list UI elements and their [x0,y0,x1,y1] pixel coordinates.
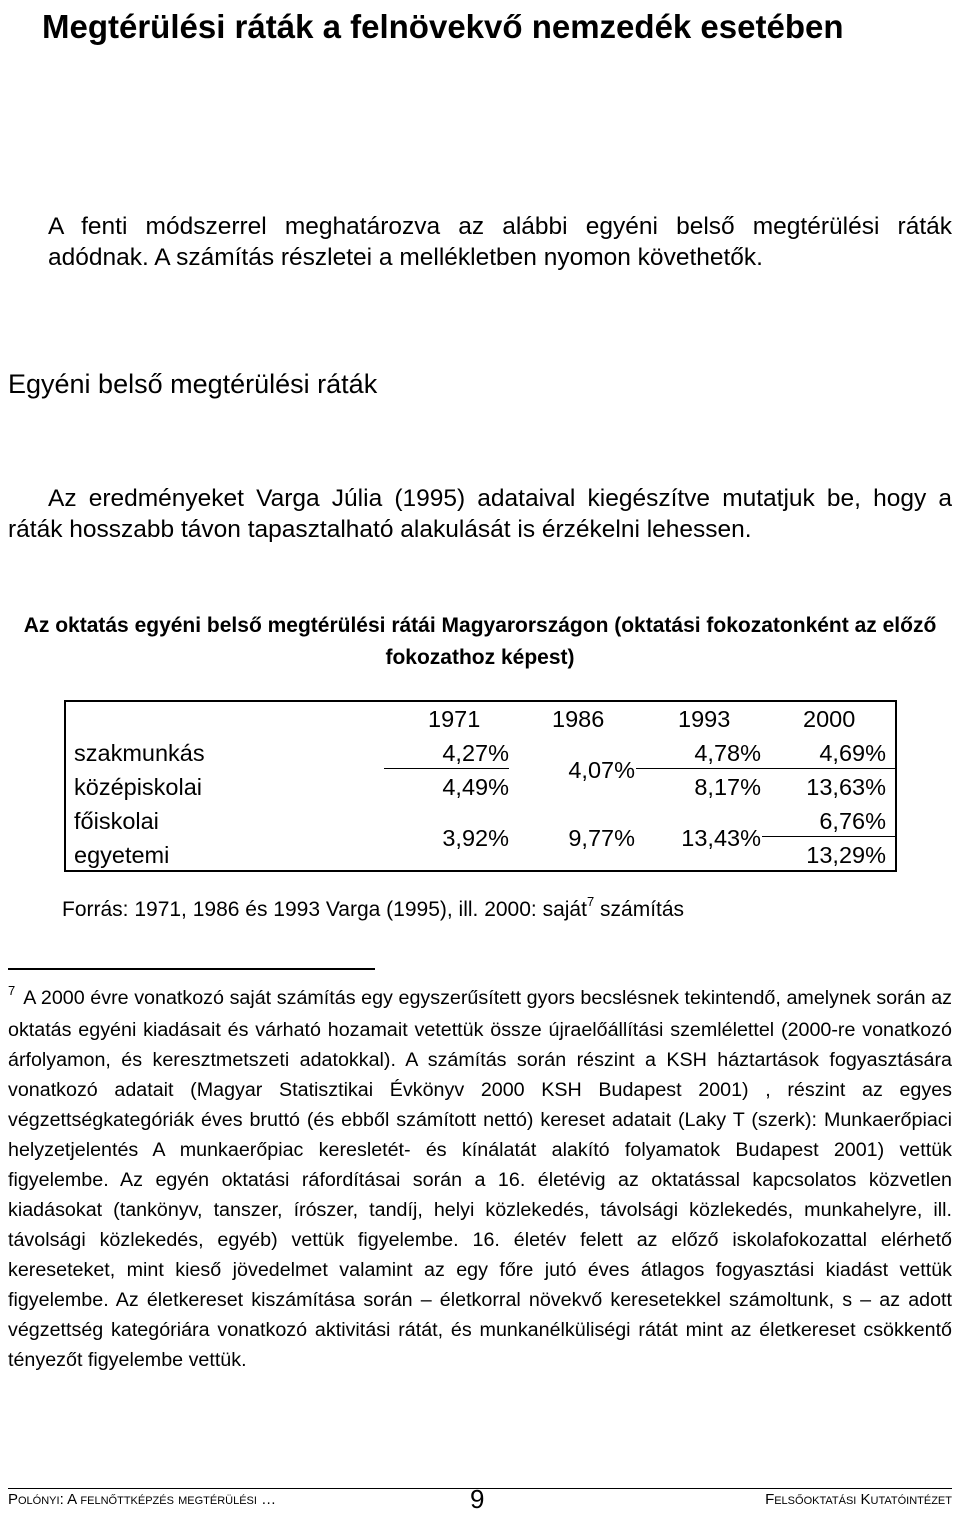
year-header-1993: 1993 [678,706,731,732]
divider-line [762,836,897,837]
row-label-szakmunkas: szakmunkás [74,740,205,766]
source-suffix: számítás [600,898,685,921]
cell-szakmunkas-2000: 4,69% [819,740,886,766]
section-title: Egyéni belső megtérülési ráták [8,369,378,399]
page-number: 9 [470,1484,485,1514]
cell-kozepiskolai-1993: 8,17% [694,774,761,800]
row-label-egyetemi: egyetemi [74,842,170,868]
footnote [8,983,952,1375]
table-caption: Az oktatás egyéni belső megtérülési rátái Magyarországon (oktatási fokozatonként az előző fokozathoz képest) [23,614,937,669]
footer-left: Polónyi: A felnőttképzés megtérülési … [8,1491,277,1508]
cell-foiskolai-2000: 6,76% [819,808,886,834]
source-text: Forrás: 1971, 1986 és 1993 Varga (1995), ill. 2000: saját [62,898,587,921]
year-header-2000: 2000 [803,706,856,732]
intro-paragraph: A fenti módszerrel meghatározva az alábbi egyéni belső megtérülési ráták adódnak. A számítás részletei a mellékletben nyomon követhetők. [48,213,952,271]
year-header-1986: 1986 [552,706,605,732]
cell-felso-1993: 13,43% [681,825,761,851]
footer-right: Felsőoktatási Kutatóintézet [765,1491,952,1508]
footnote-ref[interactable]: 7 [586,894,595,909]
section-paragraph: Az eredményeket Varga Júlia (1995) adataival kiegészítve mutatjuk be, hogy a ráták hosszabb távon tapasztalható alakulását is érzékelni lehessen. [8,485,952,543]
cell-szakmunkas-1971: 4,27% [442,740,509,766]
page-title: Megtérülési ráták a felnövekvő nemzedék esetében [42,8,844,45]
cell-egyetemi-2000: 13,29% [806,842,886,868]
cell-szakmunkas-1993: 4,78% [694,740,761,766]
footnote-number: 7 [8,983,16,998]
returns-table [64,700,897,872]
cell-felso-1986: 9,77% [568,825,635,851]
footnote-text: A 2000 évre vonatkozó saját számítás egy egyszerűsített gyors becslésnek tekintendő, amelynek során az oktatás egyéni kiadásait és várható hozamait vetettük össze újraelőállítási szemlélettel (2000-re vonatkozó árfolyamon, és keresztmetszeti adatokkal). A számítás során részint a KSH háztartások fogyasztására vonatkozó adatait (Magyar Statisztikai Évkönyv 2000 KSH Budapest 2001) , részint az egyes végzettségkategóriák éves bruttó (és ebből számított nettó) kereset adatait (Laky T (szerk): Munkaerőpiaci helyzetjelentés A munkaerőpiac keresletét- és kínálatát alakító folyamatok Budapest 2001) vettük figyelembe. Az egyén oktatási ráfordításai során a 16. életévig az oktatással kapcsolatos közvetlen kiadásokat (tankönyv, tanszer, írószer, tandíj, helyi közlekedés, távolsági közlekedés, munkahelyre, ill. távolsági közlekedés, egyéb) vettük figyelembe. 16. életév felett az előző iskolafokozattal elérhető kereseteket, mint kieső jövedelmet valamint az egy főre jutó éves átlagos fogyasztási kiadást vettük figyelembe. Az életkereset kiszámítása során – életkorral növekvő keresetekkel számoltunk, s – az adott végzettség kategóriára vonatkozó aktivitási rátát, és munkanélküliségi rátát mint az életkereset csökkentő tényezőt figyelembe vettük. [8,987,952,1371]
table-source [62,894,685,922]
row-label-foiskolai: főiskolai [74,808,159,834]
cell-szak-kozep-1986: 4,07% [568,757,635,783]
cell-kozepiskolai-1971: 4,49% [442,774,509,800]
row-label-kozepiskolai: középiskolai [74,774,203,800]
cell-felso-1971: 3,92% [442,825,509,851]
cell-kozepiskolai-2000: 13,63% [806,774,886,800]
divider-line [636,768,897,769]
year-header-1971: 1971 [428,706,481,732]
divider-line [384,768,509,769]
footnote-separator [8,968,375,970]
